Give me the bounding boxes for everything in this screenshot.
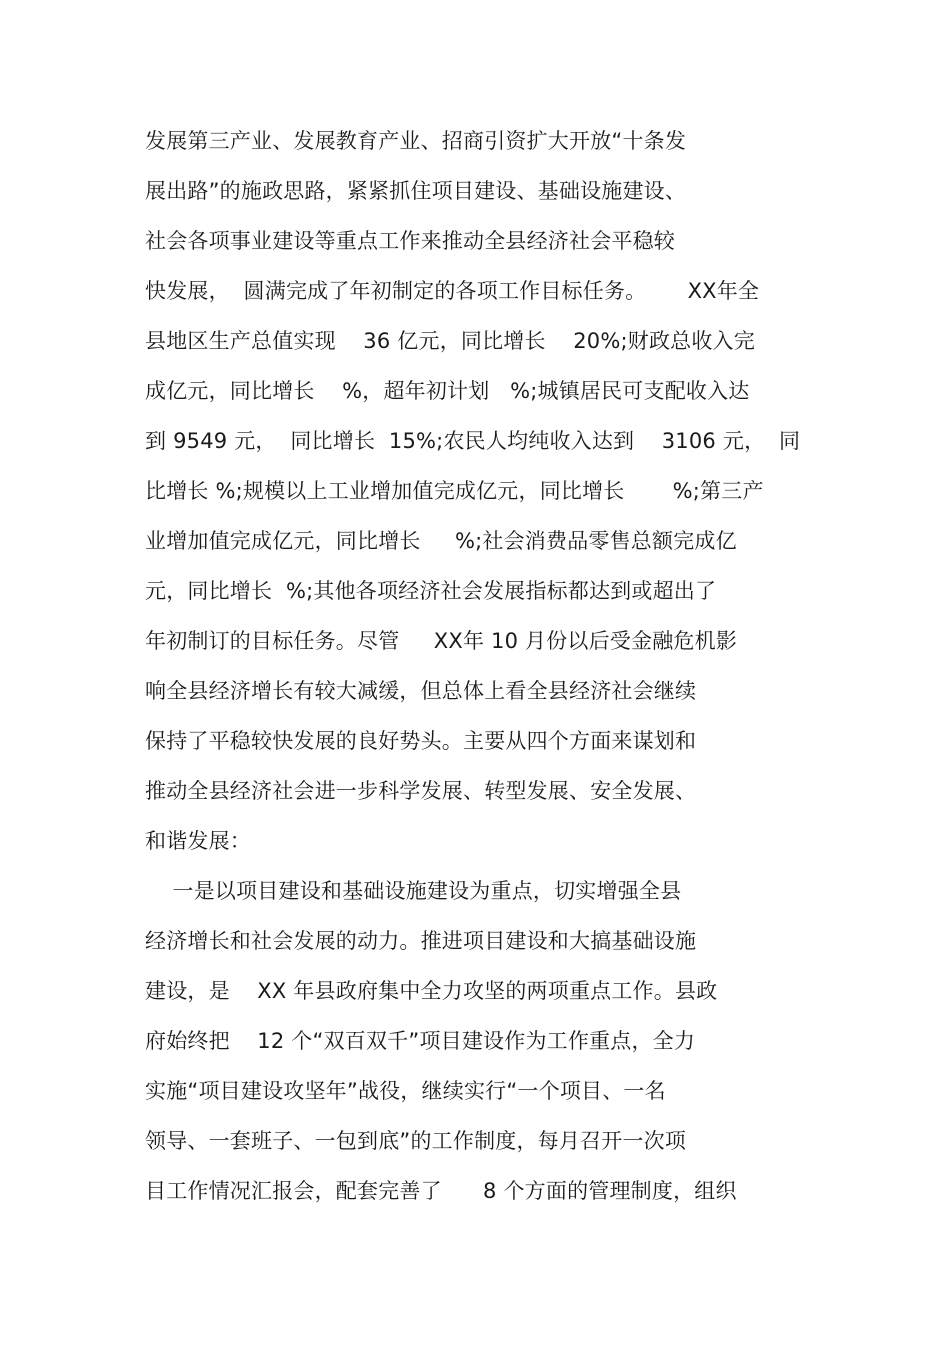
text-line: 建设，是 XX 年县政府集中全力攻坚的两项重点工作。县政 [145,979,718,1003]
text-line: 推动全县经济社会进一步科学发展、转型发展、安全发展、 [145,779,697,803]
text-line: 到 9549 元， 同比增长 15%;农民人均纯收入达到 3106 元， 同 [145,429,801,453]
text-line: 保持了平稳较快发展的良好势头。主要从四个方面来谋划和 [145,729,697,753]
text-line: 领导、一套班子、一包到底”的工作制度，每月召开一次项 [145,1129,687,1153]
text-line: 成亿元，同比增长 %，超年初计划 %;城镇居民可支配收入达 [145,379,750,403]
text-line: 元，同比增长 %;其他各项经济社会发展指标都达到或超出了 [145,579,717,603]
text-line: 展出路”的施政思路，紧紧抓住项目建设、基础设施建设、 [145,179,687,203]
text-line: 和谐发展： [145,829,251,853]
text-line: 快发展， 圆满完成了年初制定的各项工作目标任务。 XX年全 [145,279,760,303]
text-line: 比增长 %;规模以上工业增加值完成亿元，同比增长 %;第三产 [145,479,764,503]
text-line: 目工作情况汇报会，配套完善了 8 个方面的管理制度，组织 [145,1179,737,1203]
text-line: 发展第三产业、发展教育产业、招商引资扩大开放“十条发 [145,129,687,153]
text-line: 社会各项事业建设等重点工作来推动全县经济社会平稳较 [145,229,675,253]
text-line: 县地区生产总值实现 36 亿元，同比增长 20%;财政总收入完 [145,329,755,353]
text-line: 年初制订的目标任务。尽管 XX年 10 月份以后受金融危机影 [145,629,738,653]
text-line: 响全县经济增长有较大减缓，但总体上看全县经济社会继续 [145,679,697,703]
text-line: 一是以项目建设和基础设施建设为重点，切实增强全县 [145,879,682,903]
text-line: 业增加值完成亿元，同比增长 %;社会消费品零售总额完成亿 [145,529,737,553]
text-line: 府始终把 12 个“双百双千”项目建设作为工作重点，全力 [145,1029,696,1053]
text-line: 经济增长和社会发展的动力。推进项目建设和大搞基础设施 [145,929,697,953]
text-line: 实施“项目建设攻坚年”战役，继续实行“一个项目、一名 [145,1079,666,1103]
